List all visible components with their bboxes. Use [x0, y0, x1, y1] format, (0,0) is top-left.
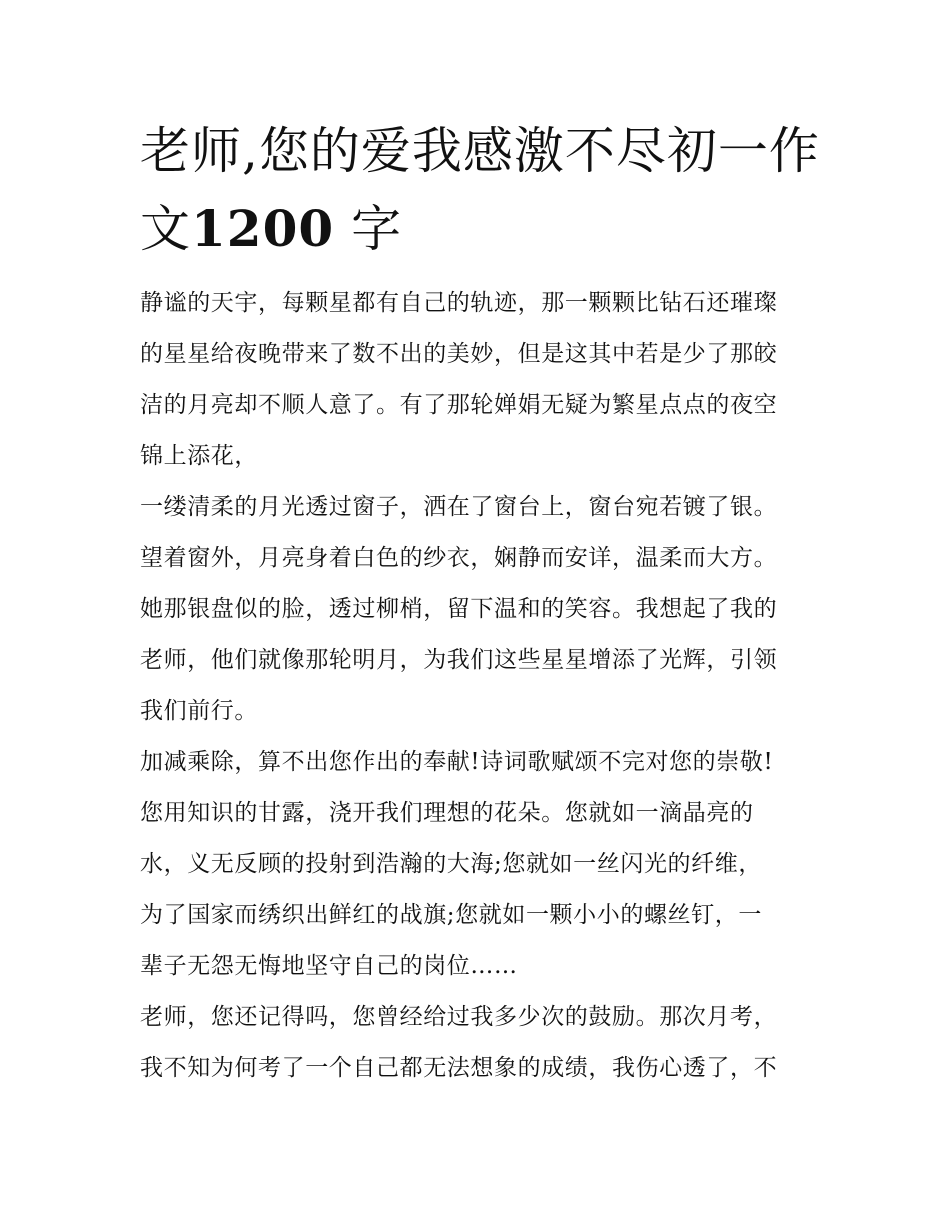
title-suffix: 字 [334, 200, 403, 258]
title-number: 1200 [191, 199, 335, 258]
text-line: 您用知识的甘露，浇开我们理想的花朵。您就如一滴晶亮的 [140, 800, 754, 826]
text-line: 水，义无反顾的投射到浩瀚的大海;您就如一丝闪光的纤维， [140, 851, 762, 877]
text-line: 我们前行。 [140, 698, 258, 724]
text-line: 老师，他们就像那轮明月，为我们这些星星增添了光辉，引领 [140, 647, 778, 673]
text-line: 洁的月亮却不顺人意了。有了那轮婵娟无疑为繁星点点的夜空 [140, 392, 778, 418]
text-line: 静谧的天宇，每颗星都有自己的轨迹，那一颗颗比钻石还璀璨 [140, 290, 778, 316]
text-line: 我不知为何考了一个自己都无法想象的成绩，我伤心透了，不 [140, 1055, 778, 1081]
title-prefix: 文 [140, 200, 191, 258]
text-line: 她那银盘似的脸，透过柳梢，留下温和的笑容。我想起了我的 [140, 596, 778, 622]
text-line: 老师，您还记得吗，您曾经给过我多少次的鼓励。那次月考， [140, 1004, 778, 1030]
text-line: 辈子无怨无悔地坚守自己的岗位…… [140, 953, 518, 979]
text-line: 一缕清柔的月光透过窗子，洒在了窗台上，窗台宛若镀了银。 [140, 494, 778, 520]
title-line-1: 老师,您的爱我感激不尽初一作 [140, 122, 820, 180]
text-line: 为了国家而绣织出鲜红的战旗;您就如一颗小小的螺丝钉，一 [140, 902, 762, 928]
text-line: 望着窗外，月亮身着白色的纱衣，娴静而安详，温柔而大方。 [140, 545, 778, 571]
text-line: 加减乘除，算不出您作出的奉献!诗词歌赋颂不完对您的崇敬! [140, 749, 774, 775]
essay-body [140, 278, 820, 1094]
text-line: 锦上添花， [140, 443, 258, 469]
document-title [140, 112, 820, 268]
text-line: 的星星给夜晚带来了数不出的美妙，但是这其中若是少了那皎 [140, 341, 778, 367]
